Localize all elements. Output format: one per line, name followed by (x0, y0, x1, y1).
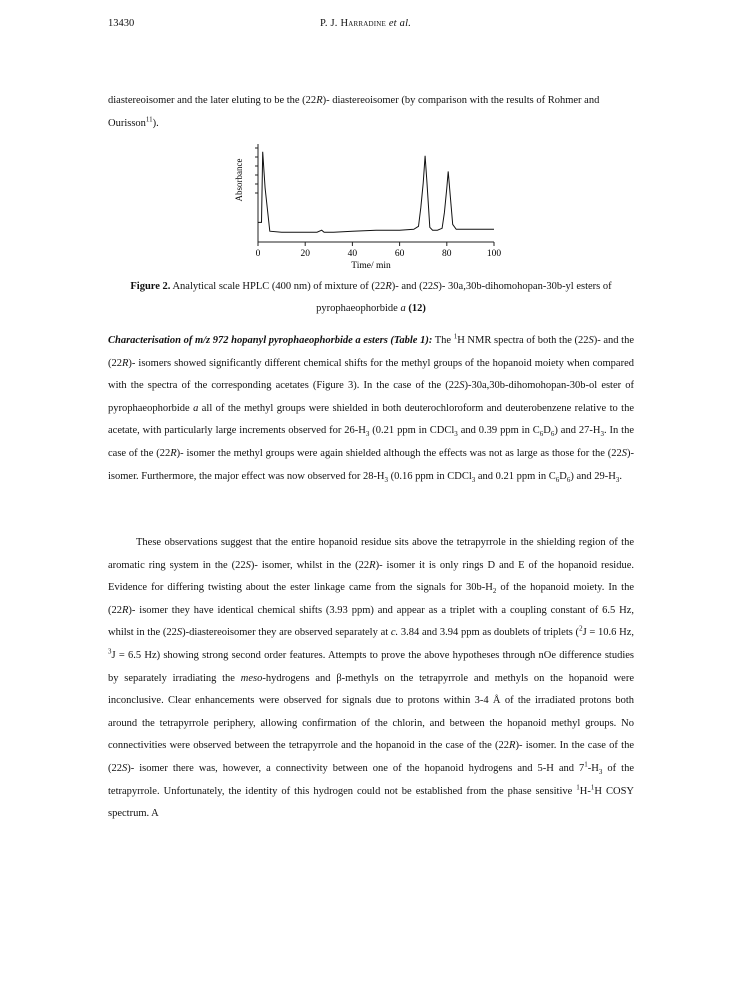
intro-paragraph: diastereoisomer and the later eluting to be the (22R)- diastereoisomer (by comparison with the results of Rohmer and Ourisson$^{11}$). (108, 95, 600, 129)
page-header (0, 18, 731, 34)
observations-paragraph: These observations suggest that the entire hopanoid residue sits above the tetrapyrrole in the shielding region of the aromatic ring system in the (22S)- isomer, whilst in the (22R)- isomer it is only rings D and E of the hopanoid residue. Evidence for differing twisting about the ester linkage came from the signals for $30b-H_2$ of the hopanoid moiety. In the (22R)- isomer they have identical chemical shifts (3.93 ppm) and appear as a triplet with a coupling constant of 6.5 Hz, whilst in the (22S)-diastereoisomer they are observed separately at c. 3.84 and 3.94 ppm as doublets of triplets ($^2$J = 10.6 Hz, $^3$J = 6.5 Hz) showing strong second order features. Attempts to prove the above hypotheses through nOe difference studies by separately irradiating the meso-hydrogens and β-methyls on the tetrapyrrole and methyls on the hopanoid were inconclusive. Clear enhancements were observed for signals due to protons within 3-4 Å of the irradiated protons both around the tetrapyrrole periphery, allowing confirmation of the chlorin, and between the hopanoid methyl groups. No connectivities were observed between the tetrapyrrole and the hopanoid in the case of the (22R)- isomer. In the case of the (22S)- isomer there was, however, a connectivity between one of the hopanoid hydrogens and 5-H and $7^1-H_3$ of the tetrapyrrole. Unfortunately, the identity of this hydrogen could not be established from the phase sensitive $^1$H-$^1$H COSY spectrum. A (108, 537, 634, 820)
section-heading: Characterisation of m/z 972 hopanyl pyrophaeophorbide a esters (Table 1): (108, 335, 433, 346)
characterisation-paragraph: Characterisation of m/z 972 hopanyl pyrophaeophorbide a esters (Table 1): The $^1$H NMR spectra of both the (22S)- and the (22R)- isomers showed significantly different chemical shifts for the methyl groups of the hopanoid moiety when compared with the spectra of the corresponding acetates (Figure 3). In the case of the (22S)-30a,30b-dihomohopan-30b-ol ester of pyrophaeophorbide a all of the methyl groups were shielded in both deuterochloroform and deuterobenzene relative to the acetate, with particularly large increments observed for $26-H_3$ (0.21 ppm in CDCl$_3$ and 0.39 ppm in $C_6D_6$) and $27-H_3$. In the case of the (22R)- isomer the methyl groups were again shielded although the effects was not as large as those for the (22S)- isomer. Furthermore, the major effect was now observed for $28-H_3$ (0.16 ppm in CDCl$_3$ and 0.21 ppm in $C_6D_6$) and $29-H_3$. (108, 332, 635, 484)
x-axis-label: Time/ min (351, 261, 391, 271)
figure-caption: Figure 2. Analytical scale HPLC (400 nm) of mixture of (22R)- and (22S)- 30a,30b-dihomohopan-30b-yl esters of pyrophaeophorbide a (12) (130, 281, 612, 314)
x-tick-label: 100 (486, 249, 502, 259)
x-tick-label: 60 (394, 249, 405, 259)
x-tick-label: 20 (300, 249, 310, 259)
x-tick-label: 40 (347, 249, 358, 259)
x-tick-label: 80 (442, 249, 452, 259)
x-tick-label: 0 (255, 249, 261, 259)
y-axis-label: Absorbance (234, 158, 244, 202)
absorbance-trace (258, 152, 494, 232)
running-head: P. J. Harradine et al. (319, 18, 412, 29)
page-number: 13430 (108, 18, 135, 29)
hplc-chart (228, 142, 518, 277)
x-ticks (256, 242, 502, 259)
chart-svg (228, 142, 518, 277)
